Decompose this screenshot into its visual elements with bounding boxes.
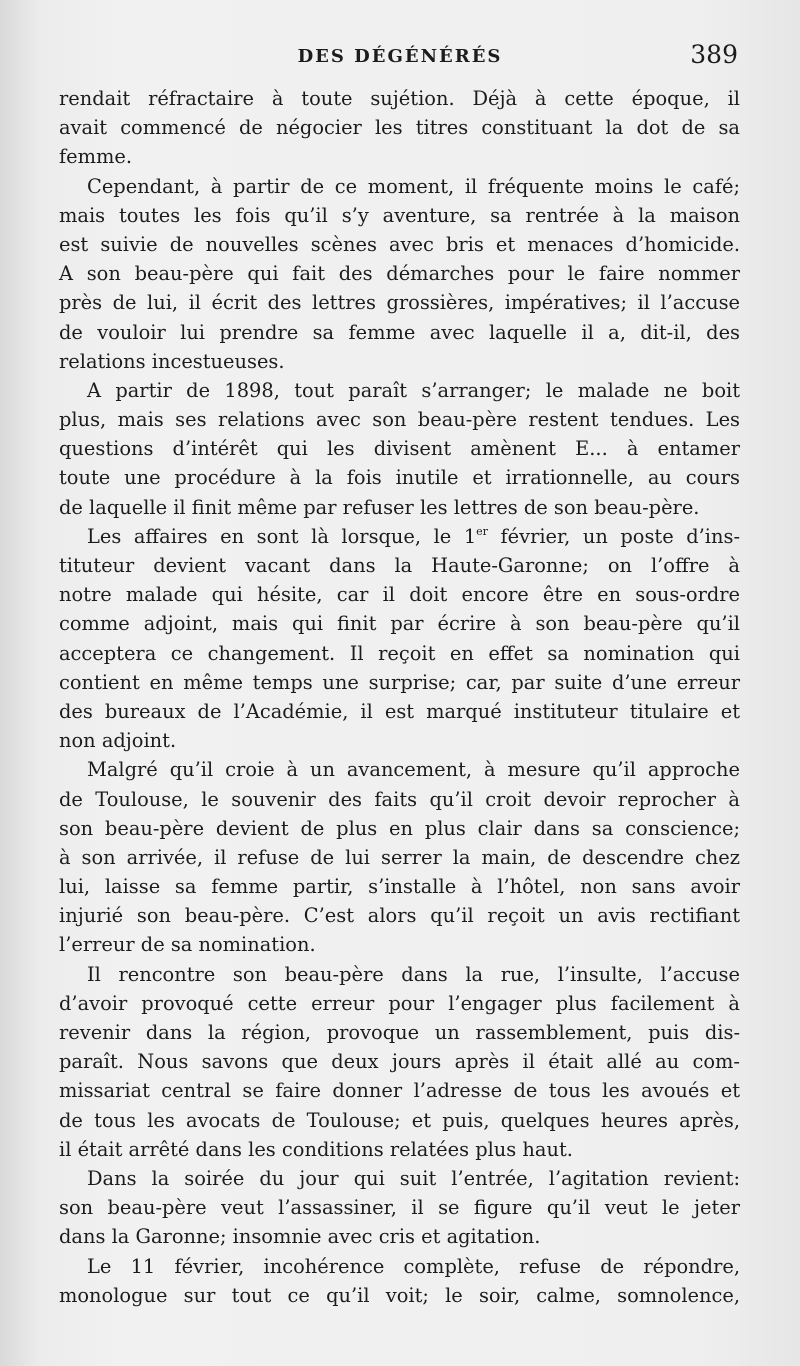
text-segment: Les affaires en sont là lorsque, le 1 xyxy=(87,524,477,548)
text-line: notre malade qui hésite, car il doit encore être en sous-ordre xyxy=(59,583,740,607)
text-line: paraît. Nous savons que deux jours après il était allé au com- xyxy=(59,1050,740,1074)
text-line: de Toulouse, le souvenir des faits qu’il croit devoir reprocher à xyxy=(59,787,740,811)
text-line: comme adjoint, mais qui finit par écrire à son beau-père qu’il xyxy=(59,612,740,636)
text-line: tituteur devient vacant dans la Haute-Garonne; on l’offre à xyxy=(59,554,740,577)
text-line: d’avoir provoqué cette erreur pour l’engager plus facilement à xyxy=(59,991,740,1015)
text-line: A son beau-père qui fait des démarches pour le faire nommer xyxy=(59,262,740,286)
text-line: contient en même temps une surprise; car, par suite d’une erreur xyxy=(59,670,740,694)
text-line: près de lui, il écrit des lettres grossières, impératives; il l’accuse xyxy=(59,291,740,315)
text-line: Cependant, à partir de ce moment, il fréquente moins le café; xyxy=(87,174,740,198)
text-line: de vouloir lui prendre sa femme avec laquelle il a, dit-il, des xyxy=(59,320,740,344)
text-line: l’erreur de sa nomination. xyxy=(59,933,316,957)
text-line: Dans la soirée du jour qui suit l’entrée, l’agitation revient: xyxy=(87,1166,740,1190)
text-line: toute une procédure à la fois inutile et irrationnelle, au cours xyxy=(59,466,740,490)
text-line: il était arrêté dans les conditions relatées plus haut. xyxy=(59,1137,573,1161)
text-line: Le 11 février, incohérence complète, refuse de répondre, xyxy=(87,1254,740,1278)
text-line: injurié son beau-père. C’est alors qu’il reçoit un avis rectifiant xyxy=(59,904,740,928)
superscript: er xyxy=(476,524,488,538)
text-line xyxy=(59,522,740,551)
text-line: de laquelle il finit même par refuser les lettres de son beau-père. xyxy=(59,495,700,519)
text-line: plus, mais ses relations avec son beau-père restent tendues. Les xyxy=(59,408,740,432)
text-line: Malgré qu’il croie à un avancement, à mesure qu’il approche xyxy=(87,758,740,782)
text-line: monologue sur tout ce qu’il voit; le soir, calme, somnolence, xyxy=(59,1283,740,1307)
text-line: son beau-père devient de plus en plus clair dans sa conscience; xyxy=(59,816,740,840)
body-text xyxy=(59,84,740,1310)
text-line: lui, laisse sa femme partir, s’installe à l’hôtel, non sans avoir xyxy=(59,875,740,899)
text-line: de tous les avocats de Toulouse; et puis, quelques heures après, xyxy=(59,1108,740,1132)
running-title: DES DÉGÉNÉRÉS xyxy=(297,46,503,67)
text-line: des bureaux de l’Académie, il est marqué instituteur titulaire et xyxy=(59,699,740,723)
page-number: 389 xyxy=(690,40,738,69)
text-line: à son arrivée, il refuse de lui serrer la main, de descendre chez xyxy=(59,845,740,869)
text-line: acceptera ce changement. Il reçoit en effet sa nomination qui xyxy=(59,641,740,665)
text-line: relations incestueuses. xyxy=(59,349,285,373)
text-line: avait commencé de négocier les titres constituant la dot de sa xyxy=(59,116,740,140)
text-line: Il rencontre son beau-père dans la rue, l’insulte, l’accuse xyxy=(87,962,740,986)
text-line: est suivie de nouvelles scènes avec bris et menaces d’homicide. xyxy=(59,232,740,256)
text-line: non adjoint. xyxy=(59,729,177,753)
text-segment: février, un poste d’ins- xyxy=(487,524,740,548)
text-line: A partir de 1898, tout paraît s’arranger; le malade ne boit xyxy=(87,378,740,402)
text-line: revenir dans la région, provoque un rassemblement, puis dis- xyxy=(59,1021,740,1044)
text-line: son beau-père veut l’assassiner, il se figure qu’il veut le jeter xyxy=(59,1196,740,1220)
text-line: missariat central se faire donner l’adresse de tous les avoués et xyxy=(59,1079,740,1103)
text-line: femme. xyxy=(59,145,133,169)
page-header xyxy=(0,38,800,78)
text-line: mais toutes les fois qu’il s’y aventure, sa rentrée à la maison xyxy=(59,203,740,227)
text-line: rendait réfractaire à toute sujétion. Déjà à cette époque, il xyxy=(59,87,740,110)
text-line: dans la Garonne; insomnie avec cris et agitation. xyxy=(59,1225,541,1249)
text-line: questions d’intérêt qui les divisent amènent E... à entamer xyxy=(59,437,740,461)
